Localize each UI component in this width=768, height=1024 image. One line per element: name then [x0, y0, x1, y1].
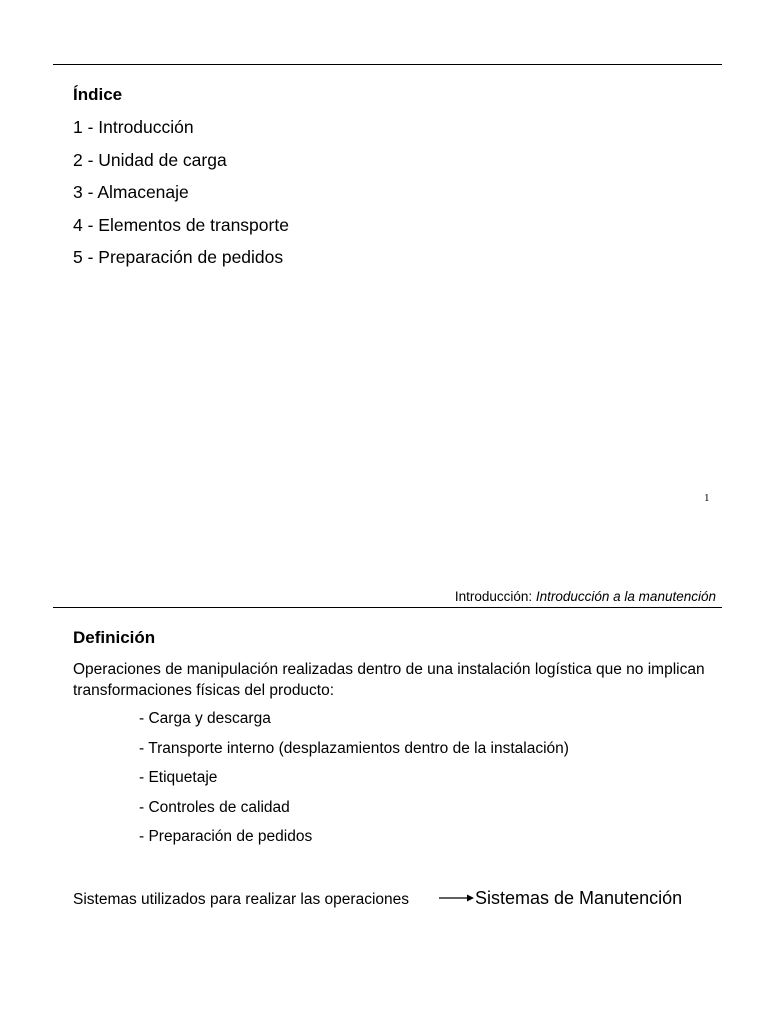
running-header-section: Introducción: — [454, 589, 533, 604]
operation-item: - Preparación de pedidos — [139, 828, 313, 846]
right-arrow-icon — [438, 892, 475, 904]
index-heading: Índice — [73, 85, 123, 104]
toc-item: 5 - Preparación de pedidos — [73, 247, 284, 267]
definition-heading: Definición — [73, 628, 156, 647]
operation-item: - Controles de calidad — [139, 798, 290, 816]
toc-item: 2 - Unidad de carga — [73, 149, 227, 170]
section-divider — [53, 607, 722, 608]
operation-item: - Etiquetaje — [139, 769, 218, 787]
top-divider — [53, 64, 722, 65]
table-of-contents — [73, 116, 289, 279]
toc-item: 1 - Introducción — [73, 117, 194, 137]
running-header-subtitle: Introducción a la manutención — [535, 589, 716, 604]
page-number: 1 — [704, 492, 710, 504]
toc-item: 3 - Almacenaje — [73, 182, 189, 202]
definition-text: Operaciones de manipulación realizadas dentro de una instalación logística que no implican transformaciones físicas del producto: — [73, 661, 705, 699]
running-header — [455, 589, 716, 605]
operation-item: - Carga y descarga — [139, 710, 271, 727]
systems-target: Sistemas de Manutención — [475, 888, 683, 908]
operation-item: - Transporte interno (desplazamientos dentro de la instalación) — [139, 739, 569, 757]
systems-text: Sistemas utilizados para realizar las operaciones — [73, 891, 409, 908]
operations-list — [139, 709, 569, 857]
toc-item: 4 - Elementos de transporte — [73, 214, 289, 235]
